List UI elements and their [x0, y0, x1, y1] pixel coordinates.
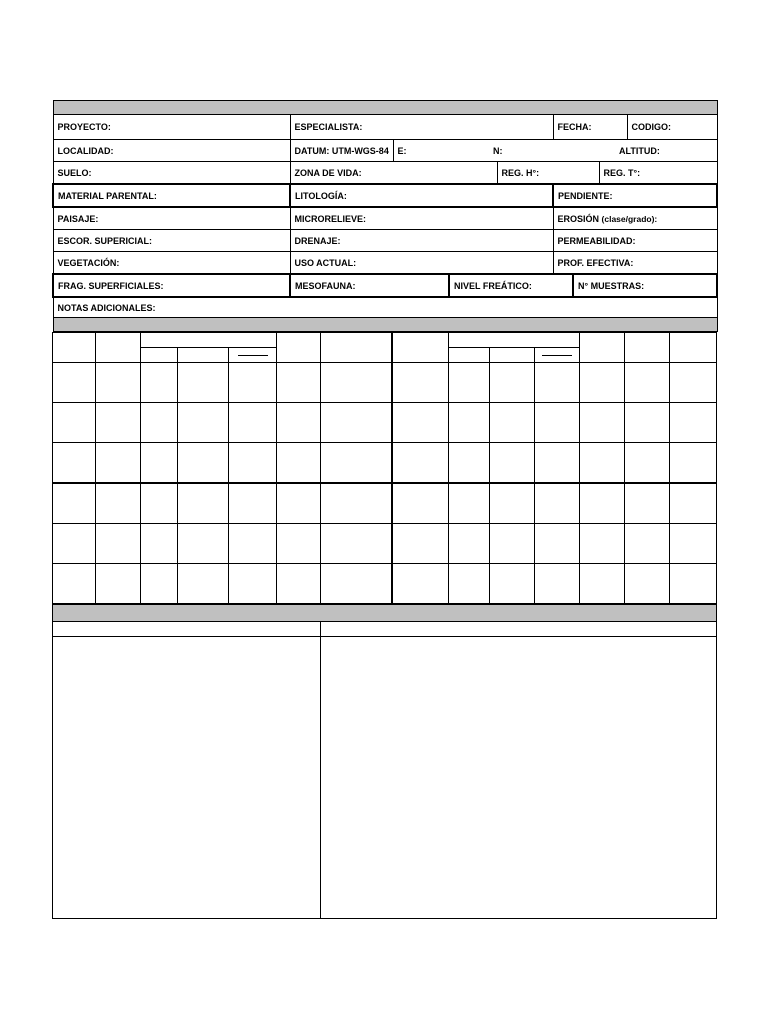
header-band: [53, 101, 717, 115]
erosion-label: EROSIÓN: [557, 213, 600, 224]
zona-de-vida-field[interactable]: ZONA DE VIDA:: [290, 162, 497, 185]
fraction-line: [542, 355, 572, 356]
grid-cell[interactable]: [449, 564, 490, 604]
vegetacion-field[interactable]: VEGETACIÓN:: [53, 252, 290, 275]
grid-cell[interactable]: [490, 403, 535, 443]
right-panel-header: [321, 622, 717, 637]
grid-cell[interactable]: [449, 363, 490, 403]
grid-header-cell: [321, 333, 392, 363]
grid-cell[interactable]: [321, 443, 392, 484]
erosion-field[interactable]: [553, 207, 717, 230]
grid-cell[interactable]: [229, 403, 277, 443]
grid-band: [53, 318, 717, 332]
grid-cell[interactable]: [178, 524, 229, 564]
altitud-field[interactable]: ALTITUD:: [553, 140, 717, 162]
grid-header-cell: [580, 333, 625, 363]
grid-header-cell: [625, 333, 670, 363]
grid-cell[interactable]: [449, 483, 490, 524]
grid-header-group: [141, 333, 277, 348]
grid-cell[interactable]: [178, 403, 229, 443]
grid-cell[interactable]: [490, 483, 535, 524]
notas-adicionales-field[interactable]: NOTAS ADICIONALES:: [53, 297, 717, 318]
nivel-freatico-field[interactable]: NIVEL FREÁTICO:: [449, 274, 573, 297]
n-coordinate-field[interactable]: N:: [489, 140, 553, 162]
datum-field: DATUM: UTM-WGS-84: [290, 140, 393, 162]
grid-cell[interactable]: [277, 403, 321, 443]
grid-cell[interactable]: [321, 524, 392, 564]
grid-cell[interactable]: [625, 403, 670, 443]
bottom-band: [53, 605, 717, 622]
left-panel[interactable]: [53, 637, 321, 919]
grid-cell[interactable]: [580, 564, 625, 604]
grid-subheader-cell: [178, 348, 229, 363]
escor-superficial-field[interactable]: ESCOR. SUPERICIAL:: [53, 230, 290, 252]
grid-cell[interactable]: [625, 483, 670, 524]
grid-header-cell: [96, 333, 141, 363]
grid-cell[interactable]: [96, 483, 141, 524]
left-panel-header: [53, 622, 321, 637]
grid-cell[interactable]: [96, 363, 141, 403]
grid-cell[interactable]: [321, 403, 392, 443]
grid-cell[interactable]: [625, 524, 670, 564]
grid-cell[interactable]: [449, 524, 490, 564]
grid-subheader-cell: [141, 348, 178, 363]
soil-survey-form: [52, 100, 716, 919]
grid-cell[interactable]: [178, 564, 229, 604]
grid-cell[interactable]: [96, 403, 141, 443]
grid-cell[interactable]: [580, 363, 625, 403]
drenaje-field[interactable]: DRENAJE:: [290, 230, 553, 252]
grid-cell[interactable]: [392, 524, 449, 564]
grid-cell[interactable]: [535, 564, 580, 604]
grid-cell[interactable]: [535, 363, 580, 403]
grid-cell[interactable]: [392, 403, 449, 443]
grid-cell[interactable]: [580, 403, 625, 443]
grid-cell[interactable]: [490, 363, 535, 403]
grid-cell[interactable]: [392, 483, 449, 524]
grid-cell[interactable]: [277, 564, 321, 604]
grid-cell[interactable]: [670, 483, 717, 524]
grid-cell[interactable]: [96, 564, 141, 604]
grid-header-cell: [392, 333, 449, 363]
grid-header-cell: [670, 333, 717, 363]
grid-cell[interactable]: [229, 564, 277, 604]
grid-cell[interactable]: [670, 564, 717, 604]
grid-cell[interactable]: [392, 443, 449, 484]
grid-header-cell: [53, 333, 96, 363]
grid-row: [53, 403, 717, 443]
pendiente-field[interactable]: PENDIENTE:: [553, 184, 717, 207]
fecha-field[interactable]: FECHA:: [553, 115, 627, 140]
grid-body: [53, 363, 717, 604]
grid-cell[interactable]: [141, 483, 178, 524]
n-muestras-field[interactable]: N° MUESTRAS:: [573, 274, 717, 297]
grid-cell[interactable]: [277, 483, 321, 524]
grid-cell[interactable]: [53, 564, 96, 604]
codigo-field[interactable]: CODIGO:: [627, 115, 717, 140]
grid-cell[interactable]: [535, 403, 580, 443]
horizon-grid: [52, 332, 717, 604]
grid-cell[interactable]: [141, 403, 178, 443]
proyecto-field[interactable]: PROYECTO:: [53, 115, 290, 140]
reg-t-field[interactable]: REG. T°:: [599, 162, 717, 185]
grid-subheader-cell: [229, 348, 277, 363]
grid-cell[interactable]: [321, 363, 392, 403]
grid-cell[interactable]: [321, 564, 392, 604]
uso-actual-field[interactable]: USO ACTUAL:: [290, 252, 553, 275]
frag-superficiales-field[interactable]: FRAG. SUPERFICIALES:: [53, 274, 290, 297]
reg-h-field[interactable]: REG. H°:: [497, 162, 599, 185]
grid-cell[interactable]: [277, 363, 321, 403]
material-parental-field[interactable]: MATERIAL PARENTAL:: [53, 184, 290, 207]
grid-cell[interactable]: [670, 524, 717, 564]
grid-cell[interactable]: [53, 483, 96, 524]
grid-cell[interactable]: [670, 363, 717, 403]
header-table: [52, 100, 718, 332]
grid-subheader-cell: [535, 348, 580, 363]
grid-cell[interactable]: [392, 363, 449, 403]
grid-cell[interactable]: [178, 443, 229, 484]
mesofauna-field[interactable]: MESOFAUNA:: [290, 274, 449, 297]
grid-header-cell: [277, 333, 321, 363]
grid-cell[interactable]: [96, 524, 141, 564]
grid-cell[interactable]: [229, 443, 277, 484]
fraction-line: [238, 355, 268, 356]
grid-row: [53, 443, 717, 484]
grid-cell[interactable]: [535, 524, 580, 564]
grid-cell[interactable]: [178, 363, 229, 403]
grid-cell[interactable]: [449, 403, 490, 443]
grid-cell[interactable]: [535, 443, 580, 484]
grid-cell[interactable]: [53, 443, 96, 484]
grid-cell[interactable]: [321, 483, 392, 524]
grid-cell[interactable]: [141, 524, 178, 564]
grid-cell[interactable]: [141, 564, 178, 604]
especialista-field[interactable]: ESPECIALISTA:: [290, 115, 553, 140]
grid-subheader-cell: [449, 348, 490, 363]
grid-cell[interactable]: [141, 443, 178, 484]
grid-row: [53, 363, 717, 403]
grid-subheader-cell: [490, 348, 535, 363]
grid-cell[interactable]: [625, 443, 670, 484]
grid-cell[interactable]: [277, 443, 321, 484]
right-panel[interactable]: [321, 637, 717, 919]
grid-cell[interactable]: [53, 403, 96, 443]
grid-cell[interactable]: [392, 564, 449, 604]
permeabilidad-field[interactable]: PERMEABILIDAD:: [553, 230, 717, 252]
paisaje-field[interactable]: PAISAJE:: [53, 207, 290, 230]
erosion-note: (clase/grado):: [601, 213, 658, 224]
grid-cell[interactable]: [277, 524, 321, 564]
grid-cell[interactable]: [580, 443, 625, 484]
prof-efectiva-field[interactable]: PROF. EFECTIVA:: [553, 252, 717, 275]
e-coordinate-field[interactable]: E:: [393, 140, 489, 162]
grid-cell[interactable]: [178, 483, 229, 524]
grid-cell[interactable]: [670, 443, 717, 484]
grid-cell[interactable]: [625, 564, 670, 604]
grid-cell[interactable]: [670, 403, 717, 443]
grid-cell[interactable]: [580, 524, 625, 564]
grid-cell[interactable]: [229, 483, 277, 524]
grid-cell[interactable]: [625, 363, 670, 403]
grid-cell[interactable]: [580, 483, 625, 524]
bottom-section: [52, 604, 717, 919]
grid-cell[interactable]: [490, 524, 535, 564]
grid-cell[interactable]: [229, 363, 277, 403]
grid-row: [53, 564, 717, 604]
grid-cell[interactable]: [535, 483, 580, 524]
grid-cell[interactable]: [490, 443, 535, 484]
grid-row: [53, 524, 717, 564]
grid-cell[interactable]: [229, 524, 277, 564]
grid-cell[interactable]: [141, 363, 178, 403]
grid-cell[interactable]: [53, 524, 96, 564]
grid-cell[interactable]: [53, 363, 96, 403]
microrelieve-field[interactable]: MICRORELIEVE:: [290, 207, 553, 230]
grid-cell[interactable]: [96, 443, 141, 484]
grid-header-group: [449, 333, 580, 348]
grid-cell[interactable]: [449, 443, 490, 484]
grid-row: [53, 483, 717, 524]
suelo-field[interactable]: SUELO:: [53, 162, 290, 185]
litologia-field[interactable]: LITOLOGÍA:: [290, 184, 553, 207]
grid-cell[interactable]: [490, 564, 535, 604]
localidad-field[interactable]: LOCALIDAD:: [53, 140, 290, 162]
